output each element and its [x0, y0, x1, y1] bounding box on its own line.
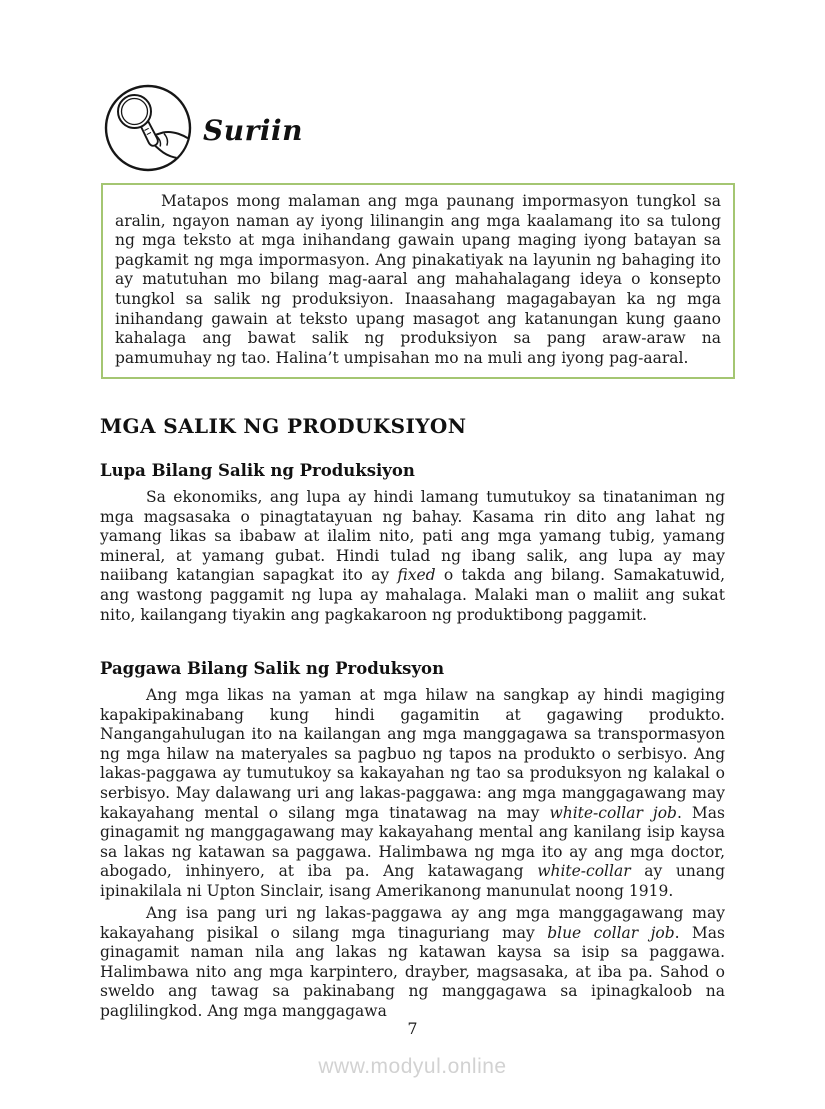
paragraph-paggawa-1	[100, 686, 725, 902]
section-heading-paggawa: Paggawa Bilang Salik ng Produksyon	[100, 659, 445, 678]
main-title: MGA SALIK NG PRODUKSIYON	[100, 414, 467, 438]
text-segment: o takda ang bilang. Samakatuwid, ang wastong paggamit ng lupa ay mahalaga. Malaki man o maliit ang sukat nito, kailangang tiyakin ang pagkakaroon ng produktibong paggamit.	[100, 566, 725, 624]
section-heading-lupa: Lupa Bilang Salik ng Produksiyon	[100, 461, 415, 480]
intro-box	[101, 183, 735, 379]
magnifying-glass-icon	[104, 84, 192, 172]
text-segment: Ang isa pang uri ng lakas-paggawa ay ang mga manggagawang may kakayahang pisikal o silang mga tinaguriang may	[100, 904, 725, 942]
text-segment-italic: fixed	[397, 566, 436, 585]
text-segment: . Mas ginagamit naman nila ang lakas ng katawan kaysa sa isip sa paggawa. Halimbawa nito ang mga karpintero, drayber, magsasaka, at iba pa. Sahod o sweldo ang tawag sa pakinabang ng manggagawa sa ipinagkaloob na paglilingkod. Ang mga manggagawa	[100, 923, 725, 1020]
watermark-text: www.modyul.online	[318, 1055, 507, 1078]
text-segment-italic: white-collar job	[549, 803, 677, 822]
page-number: 7	[407, 1019, 418, 1038]
text-segment: Ang mga likas na yaman at mga hilaw na sangkap ay hindi magiging kapakipakinabang kung hindi gagamitin at gagawing produkto. Nangangahulugan ito na kailangan ang mga manggagawa sa transpormasyon ng mga hilaw na materyales sa pagbuo ng tapos na produkto o serbisyo. Ang lakas-paggawa ay tumutukoy sa kakayahan ng tao sa produksyon ng kalakal o serbisyo. May dalawang uri ang lakas-paggawa: ang mga manggagawang may kakayahang mental o silang mga tinatawag na may	[100, 686, 725, 822]
page-section-title: Suriin	[203, 114, 303, 147]
paragraph-lupa	[100, 488, 725, 625]
text-segment: ay unang ipinakilala ni Upton Sinclair, isang Amerikanong manunulat noong 1919.	[100, 862, 725, 900]
text-segment-italic: blue collar job	[547, 923, 675, 942]
intro-paragraph: Matapos mong malaman ang mga paunang impormasyon tungkol sa aralin, ngayon naman ay iyong lilinangin ang mga kaalamang ito sa tulong ng mga teksto at mga inihandang gawain upang maging iyong batayan sa pagkamit ng mga impormasyon. Ang pinakatiyak na layunin ng bahaging ito ay matutuhan mo bilang mag-aaral ang mahahalagang ideya o konsepto tungkol sa salik ng produksiyon. Inaasahang magagabayan ka ng mga inihandang gawain at teksto upang masagot ang katanungan kung gaano kahalaga ang bawat salik ng produksiyon sa pang araw-araw na pamumuhay ng tao. Halina’t umpisahan mo na muli ang iyong pag-aaral.	[115, 192, 721, 367]
text-segment: . Mas ginagamit ng manggagawang may kakayahang mental ang kanilang isip kaysa sa lakas ng katawan sa paggawa. Halimbawa ng mga ito ay ang mga doctor, abogado, inhinyero, at iba pa. Ang katawagang	[100, 803, 726, 881]
text-segment-italic: white-collar	[537, 862, 631, 881]
paragraph-paggawa-2	[100, 904, 725, 1022]
text-segment: Sa ekonomiks, ang lupa ay hindi lamang tumutukoy sa tinataniman ng mga magsasaka o pinagtatayuan ng bahay. Kasama rin dito ang lahat ng yamang likas sa ibabaw at ilalim nito, pati ang mga yamang tubig, yamang mineral, at yamang gubat. Hindi tulad ng ibang salik, ang lupa ay may naiibang katangian sapagkat ito ay	[100, 488, 725, 585]
